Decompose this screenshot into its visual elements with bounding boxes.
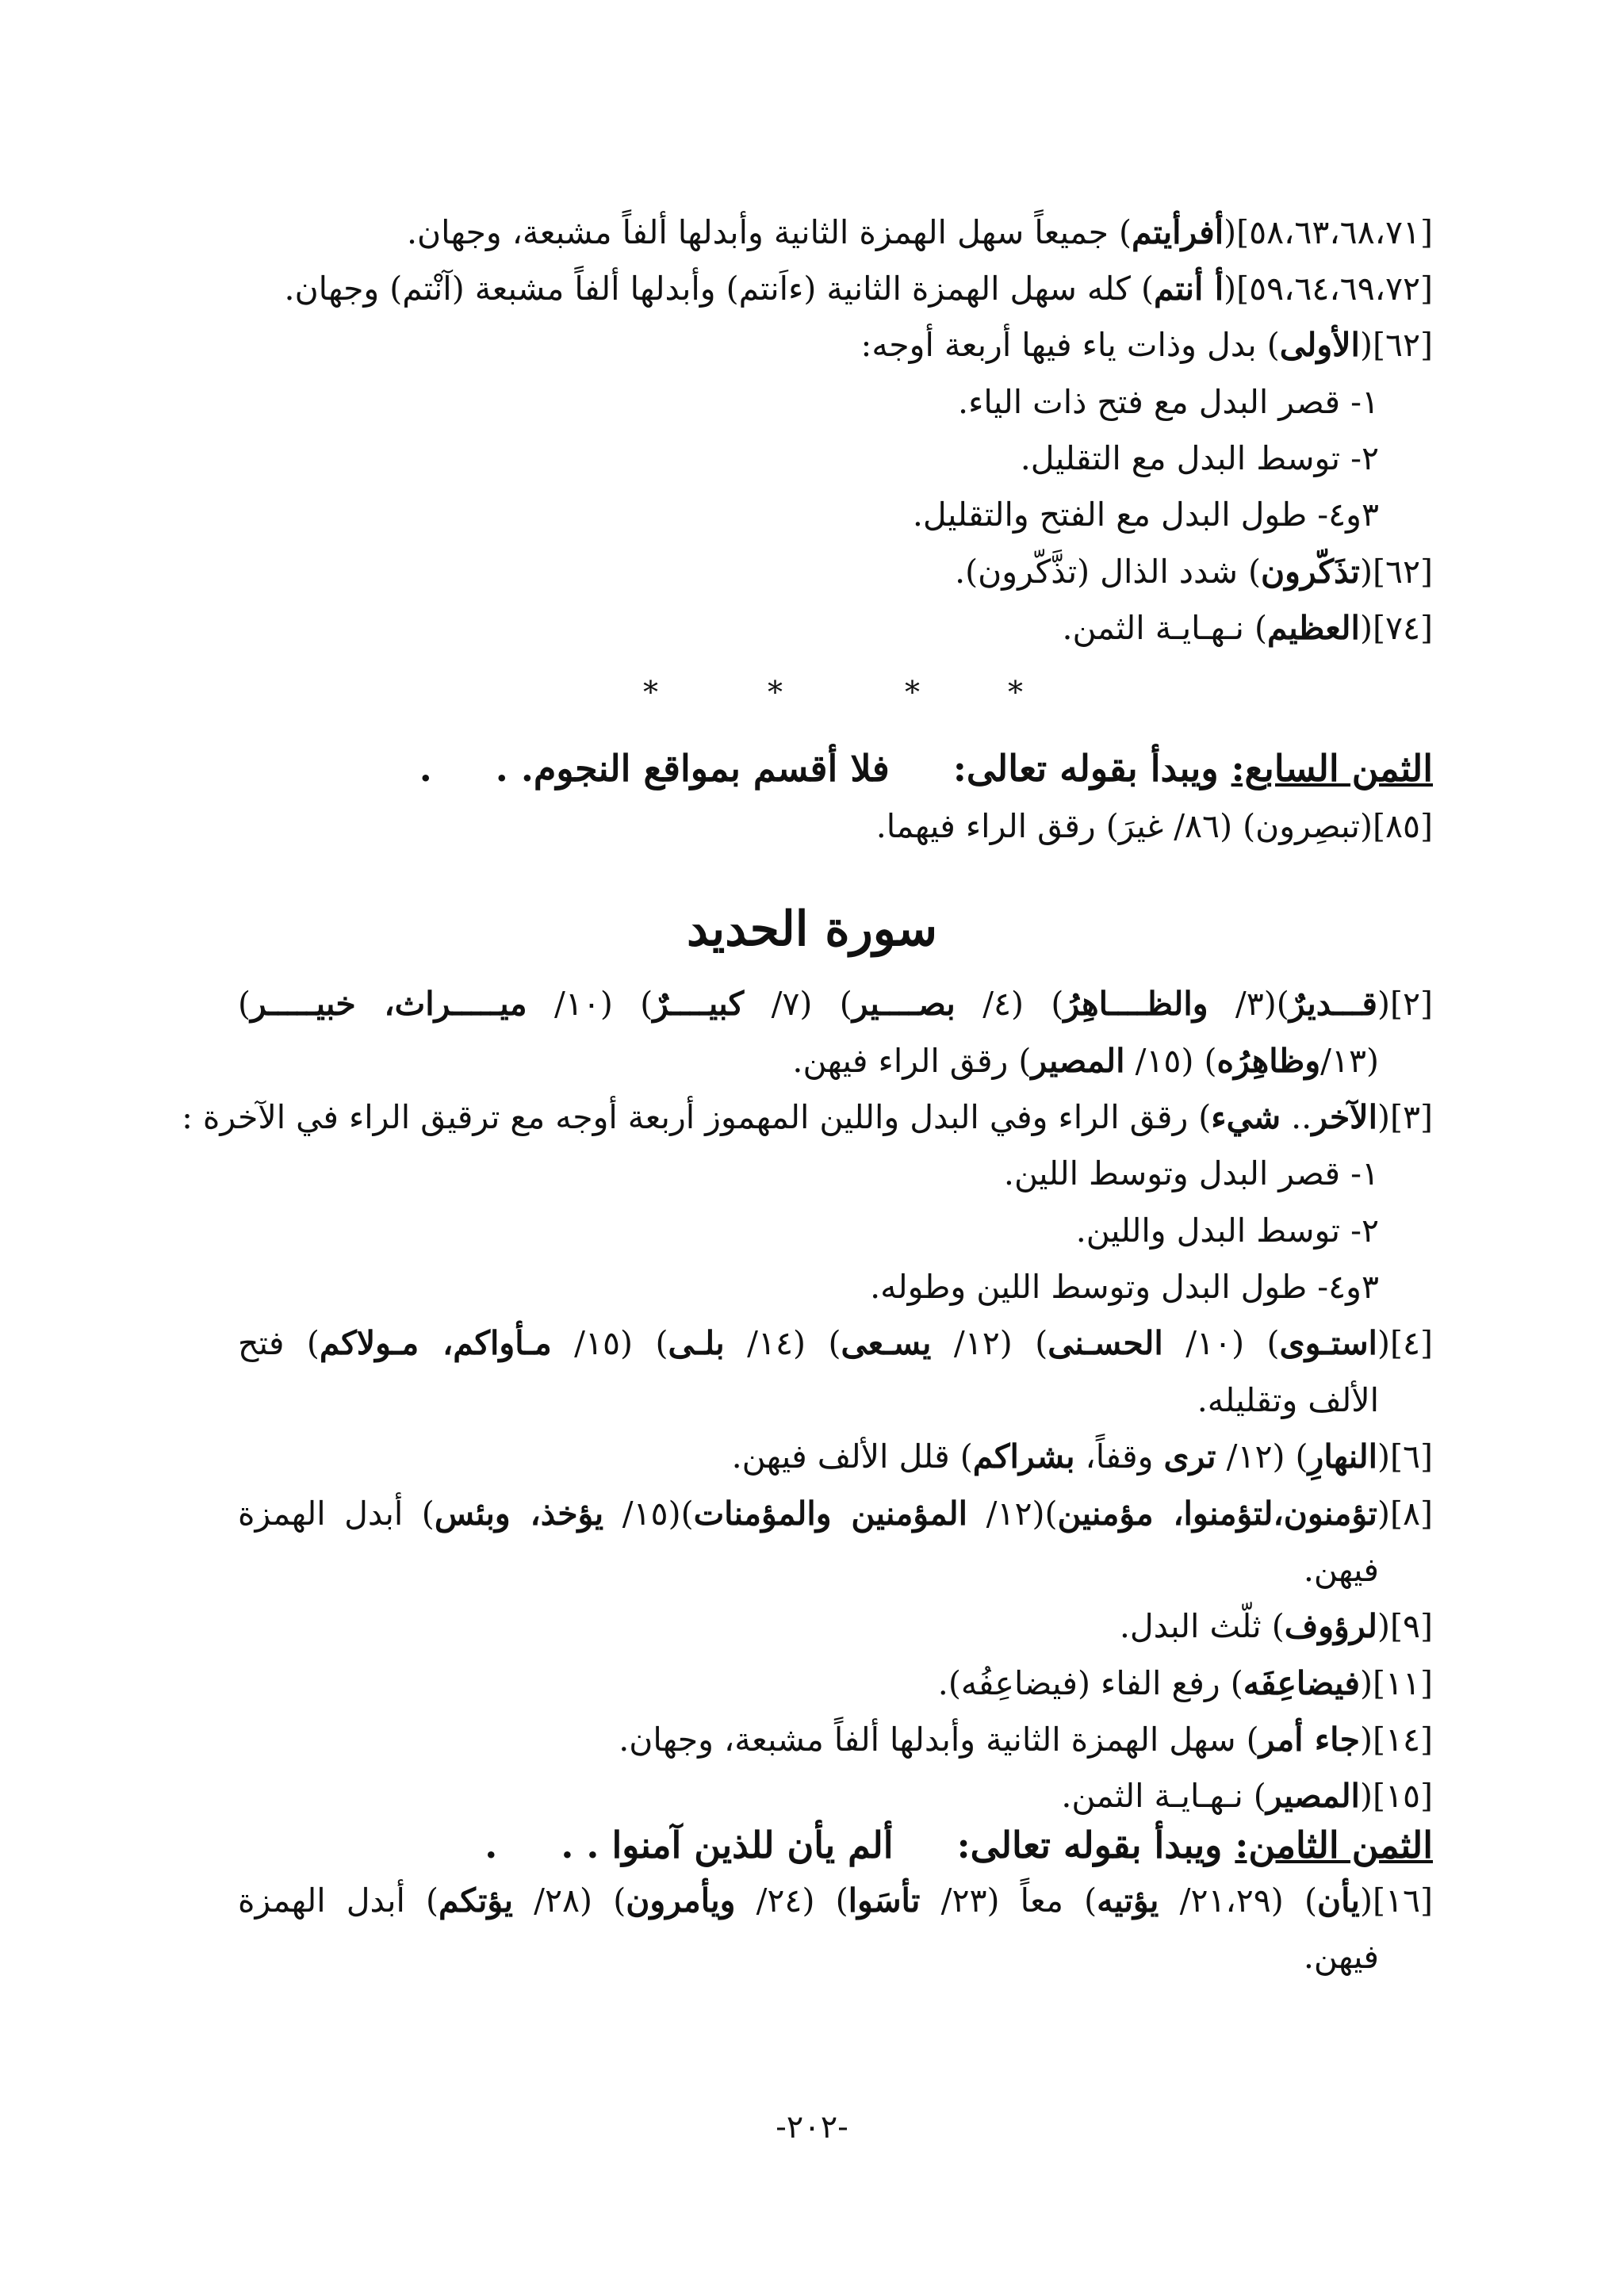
line-b5: ٢- توسط البدل واللين. (1075, 1212, 1379, 1250)
line-b15: [١٥](المصير) نـهـايـة الثمن. (1061, 1777, 1433, 1815)
line-s7-1: [٨٥](تبصِرون) (٨٦/ غيرَ) رقق الراء فيهما. (875, 807, 1433, 845)
line-s8-2: فيهن. (1303, 1938, 1379, 1976)
line-b12: [٩](لرؤوف) ثلّث البدل. (1119, 1607, 1433, 1645)
surah-title: سورة الحديد (687, 902, 937, 957)
line-a3: [٦٢](الأولى) بدل وذات ياء فيها أربعة أوجه: (860, 326, 1433, 364)
section-separator (0, 676, 1624, 708)
line-b6: ٣و٤- طول البدل وتوسط اللين وطوله. (870, 1268, 1379, 1306)
section-header-7: الثمن السابع: ويبدأ بقوله تعالى: فلا أقسم بمواقع النجوم. . . (419, 747, 1433, 790)
line-a4: ١- قصر البدل مع فتح ذات الياء. (958, 383, 1379, 421)
separator-star: * (1008, 675, 1023, 710)
line-b13: [١١](فيضاعِفَه) رفع الفاء (فيضاعِفُه). (937, 1664, 1433, 1702)
separator-star: * (905, 675, 920, 710)
line-b14: [١٤](جاء أمر) سهل الهمزة الثانية وأبدلها ألفاً مشبعة، وجهان. (619, 1721, 1433, 1759)
line-s8-1: [١٦](يأن) (٢١،٢٩/ يؤتيه) معاً (٢٣/ تأسَوا) (٢٤/ ويأمرون) (٢٨/ يؤتكم) أبدل الهمزة (238, 1881, 1434, 1920)
section-header-8: الثمن الثامن: ويبدأ بقوله تعالى: ألم يأن للذين آمنوا . . . (485, 1824, 1433, 1866)
line-a8: [٧٤](العظيم) نـهـايـة الثمن. (1062, 609, 1433, 647)
line-a7: [٦٢](تذَكّرون) شدد الذال (تذَّكّرون). (955, 553, 1433, 591)
line-b4: ١- قصر البدل وتوسط اللين. (1003, 1154, 1379, 1192)
line-b3: [٣](الآخر.. شيء) رقق الراء وفي البدل واللين المهموز أربعة أوجه مع ترقيق الراء في الآخرة : (182, 1098, 1433, 1136)
line-a6: ٣و٤- طول البدل مع الفتح والتقليل. (912, 496, 1379, 534)
line-a2: [٥٩،٦٤،٦٩،٧٢](أ أنتم) كله سهل الهمزة الثانية (ءاَنتم) وأبدلها ألفاً مشبعة (آنْتم) وجهان. (284, 270, 1433, 308)
line-b11: فيهن. (1303, 1551, 1379, 1589)
line-b10: [٨](تؤمنون،لتؤمنوا، مؤمنين)(١٢/ المؤمنين والمؤمنات)(١٥/ يؤخذ، وبئس) أبدل الهمزة (238, 1495, 1433, 1533)
line-b8: الألف وتقليله. (1197, 1381, 1379, 1419)
separator-star: * (768, 675, 783, 710)
line-a1: [٥٨،٦٣،٦٨،٧١](أفرأيتم) جميعاً سهل الهمزة الثانية وأبدلها ألفاً مشبعة، وجهان. (406, 213, 1433, 251)
page-number: -٢٠٢- (776, 2109, 848, 2146)
line-b9: [٦](النهارِ) (١٢/ ترى وقفاً، بشراكم) قلل الألف فيهن. (731, 1437, 1433, 1476)
line-b7: [٤](استـوى) (١٠/ الحسـنى) (١٢/ يسـعى) (١٤/ بلـى) (١٥/ مـأواكم، مـولاكم) فتح (238, 1324, 1433, 1362)
line-a5: ٢- توسط البدل مع التقليل. (1020, 439, 1379, 477)
line-b1: [٢](قـــديرٌ)(٣/ والظــــاهِرُ) (٤/ بصــــير) (٧/ كبيــــرٌ) (١٠/ ميـــــراث، خبيـــــر) (238, 985, 1433, 1023)
line-b2: (١٣/وظاهِرُه) (١٥/ المصير) رقق الراء فيهن. (792, 1042, 1379, 1080)
separator-star: * (643, 675, 658, 710)
